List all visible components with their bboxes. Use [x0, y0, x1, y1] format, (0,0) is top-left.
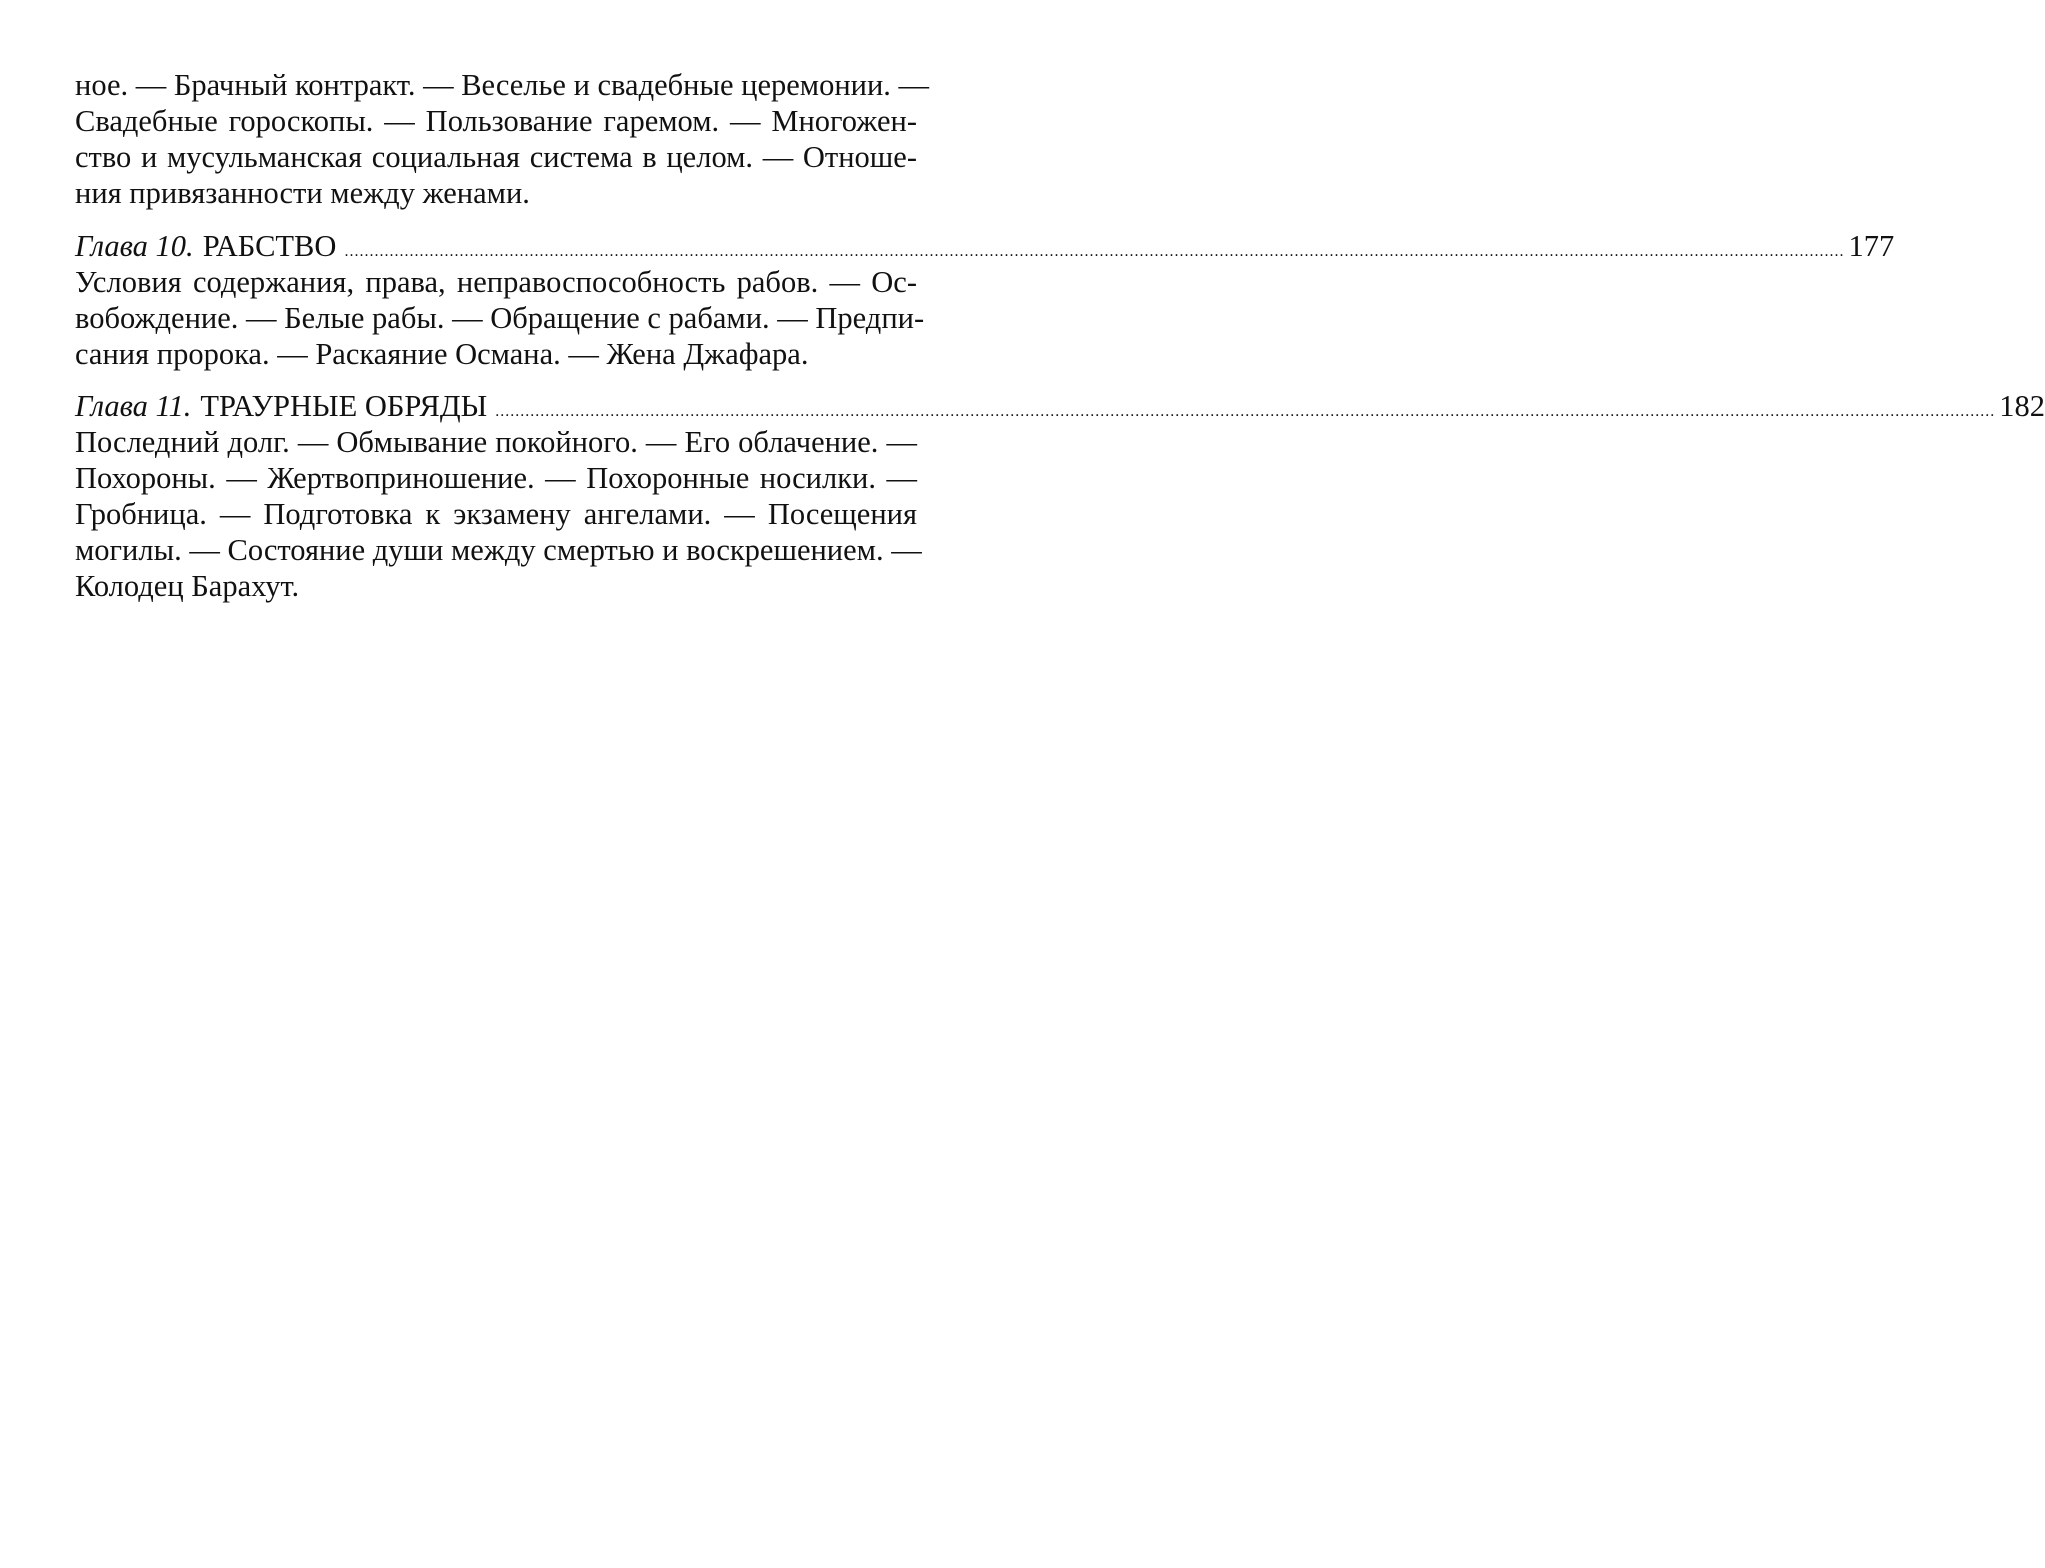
chapter-label: Глава 10. — [75, 229, 194, 263]
chapter-summary-line: Гробница. — Подготовка к экзамену ангелами. — Посещения — [75, 497, 917, 531]
chapter-summary-line: Условия содержания, права, неправоспособность рабов. — Ос- — [75, 265, 917, 299]
chapter-title: ТРАУРНЫЕ ОБРЯДЫ — [200, 389, 488, 423]
intro-line: ное. — Брачный контракт. — Веселье и свадебные церемонии. — — [75, 68, 930, 102]
leader-dots: ............................................................................................................................................................................................................................................................................................................ — [495, 403, 1996, 420]
chapter-title: РАБСТВО — [202, 229, 337, 263]
chapter-summary-line: Колодец Барахут. — [75, 569, 300, 603]
leader-dots: ............................................................................................................................................................................................................................................................................................................ — [344, 243, 1845, 260]
chapter-summary-line: Похороны. — Жертвоприношение. — Похоронные носилки. — — [75, 461, 917, 495]
intro-line: Свадебные гороскопы. — Пользование гаремом. — Многожен- — [75, 104, 917, 138]
page-number: 182 — [1999, 389, 2045, 423]
chapter-summary-line: сания пророка. — Раскаяние Османа. — Жена Джафара. — [75, 337, 809, 371]
intro-line: ство и мусульманская социальная система в целом. — Отноше- — [75, 140, 917, 174]
chapter-summary-line: могилы. — Состояние души между смертью и воскрешением. — — [75, 533, 922, 567]
chapter-label: Глава 11. — [75, 389, 192, 423]
chapter-summary-line: вобождение. — Белые рабы. — Обращение с рабами. — Предпи- — [75, 301, 925, 335]
page-number: 177 — [1848, 229, 1895, 263]
intro-line: ния привязанности между женами. — [75, 176, 530, 210]
chapter-summary-line: Последний долг. — Обмывание покойного. — Его облачение. — — [75, 425, 917, 459]
